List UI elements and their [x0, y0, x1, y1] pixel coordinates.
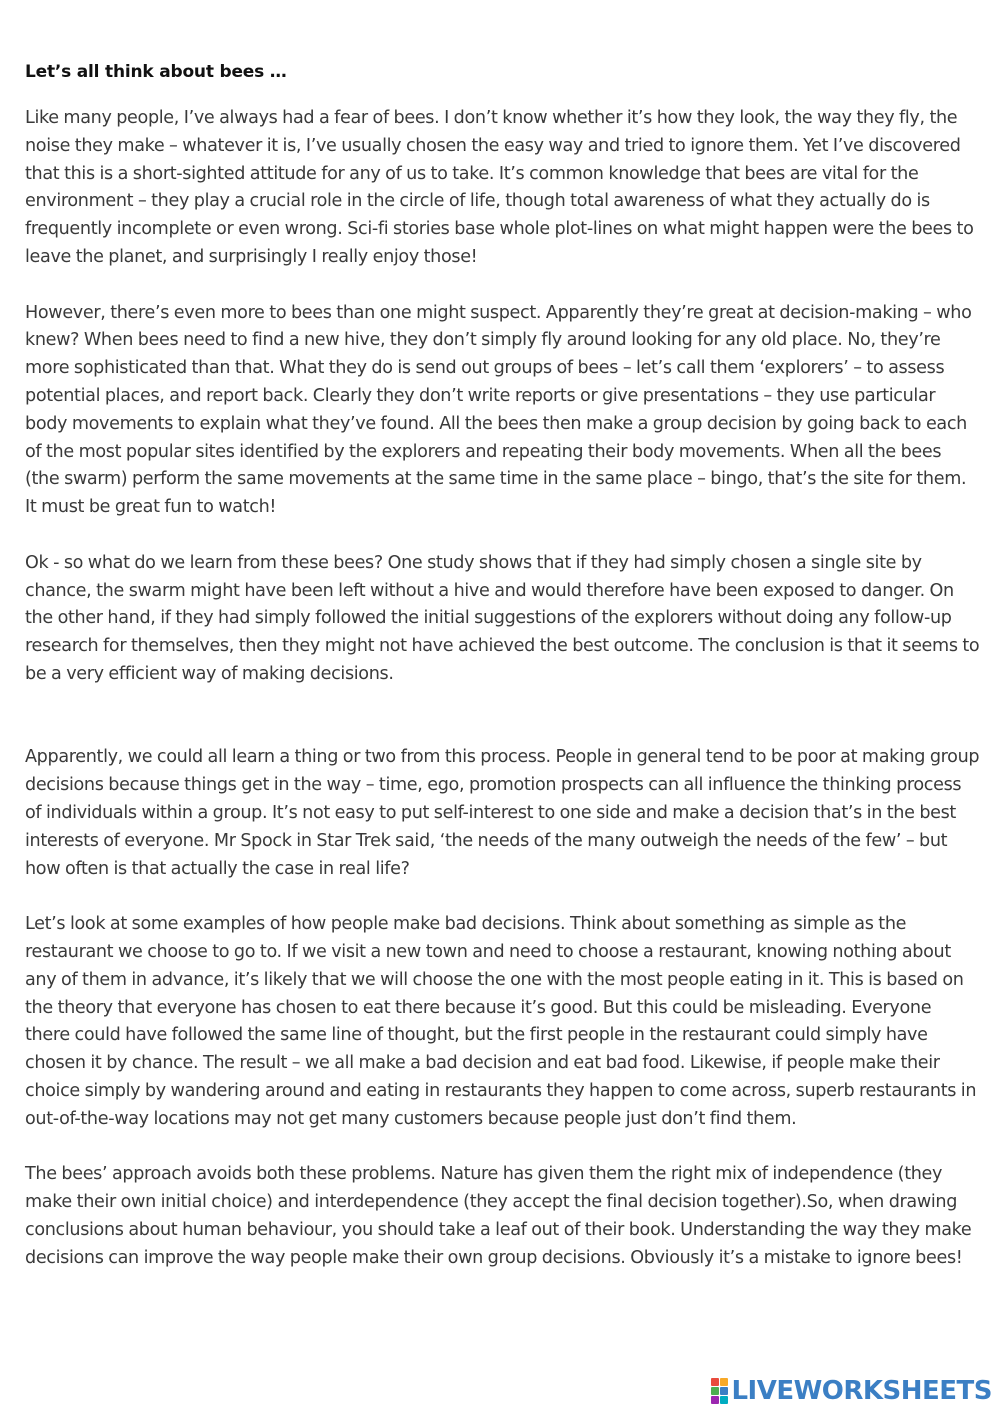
logo-square: [711, 1387, 719, 1395]
logo-square: [720, 1396, 728, 1404]
logo-square: [720, 1387, 728, 1395]
logo-square: [720, 1378, 728, 1386]
paragraph-2: However, there’s even more to bees than one might suspect. Apparently they’re great at decision-making – who knew? When bees need to find a new hive, they don’t simply fly around looking for any old place. No, they’re more sophisticated than that. What they do is send out groups of bees – let’s call them ‘explorers’ – to assess potential places, and report back. Clearly they don’t write reports or give presentations – they use particular body movements to explain what they’ve found. All the bees then make a group decision by going back to each of the most popular sites identified by the explorers and repeating their body movements. When all the bees (the swarm) perform the same movements at the same time in the same place – bingo, that’s the site for them. It must be great fun to watch!: [25, 302, 972, 518]
paragraph-6: The bees’ approach avoids both these problems. Nature has given them the right mix of independence (they make their own initial choice) and interdependence (they accept the final decision together).So, when drawing conclusions about human behaviour, you should take a leaf out of their book. Understanding the way they make decisions can improve the way people make their own group decisions. Obviously it’s a mistake to ignore bees!: [25, 1164, 972, 1268]
watermark-text: LIVEWORKSHEETS: [731, 1376, 992, 1406]
paragraph-5: Let’s look at some examples of how people make bad decisions. Think about something as simple as the restaurant we choose to go to. If we visit a new town and need to choose a restaurant, knowing nothing about any of them in advance, it’s likely that we will choose the one with the most people eating in it. This is based on the theory that everyone has chosen to eat there because it’s good. But this could be misleading. Everyone there could have followed the same line of thought, but the first people in the restaurant could simply have chosen it by chance. The result – we all make a bad decision and eat bad food. Likewise, if people make their choice simply by wandering around and eating in restaurants they happen to come across, superb restaurants in out-of-the-way locations may not get many customers because people just don’t find them.: [25, 914, 977, 1129]
liveworksheets-logo-icon: [711, 1378, 728, 1404]
paragraph-4: Apparently, we could all learn a thing or two from this process. People in general tend to be poor at making group decisions because things get in the way – time, ego, promotion prospects can all influence the thinking process of individuals within a group. It’s not easy to put self-interest to one side and make a decision that’s in the best interests of everyone. Mr Spock in Star Trek said, ‘the needs of the many outweigh the needs of the few’ – but how often is that actually the case in real life?: [25, 747, 980, 879]
page-title: Let’s all think about bees …: [25, 62, 287, 82]
paragraph-1: Like many people, I’ve always had a fear of bees. I don’t know whether it’s how they look, the way they fly, the noise they make – whatever it is, I’ve usually chosen the easy way and tried to ignore them. Yet I’ve discovered that this is a short-sighted attitude for any of us to take. It’s common knowledge that bees are vital for the environment – they play a crucial role in the circle of life, though total awareness of what they actually do is frequently incomplete or even wrong. Sci-fi stories base whole plot-lines on what might happen were the bees to leave the planet, and surprisingly I really enjoy those!: [25, 108, 974, 267]
worksheet-page: [25, 58, 980, 1300]
paragraph-3: Ok - so what do we learn from these bees? One study shows that if they had simply chosen a single site by chance, the swarm might have been left without a hive and would therefore have been exposed to danger. On the other hand, if they had simply followed the initial suggestions of the explorers without doing any follow-up research for themselves, then they might not have achieved the best outcome. The conclusion is that it seems to be a very efficient way of making decisions.: [25, 552, 980, 684]
liveworksheets-watermark: [711, 1376, 992, 1406]
logo-square: [711, 1396, 719, 1404]
logo-square: [711, 1378, 719, 1386]
